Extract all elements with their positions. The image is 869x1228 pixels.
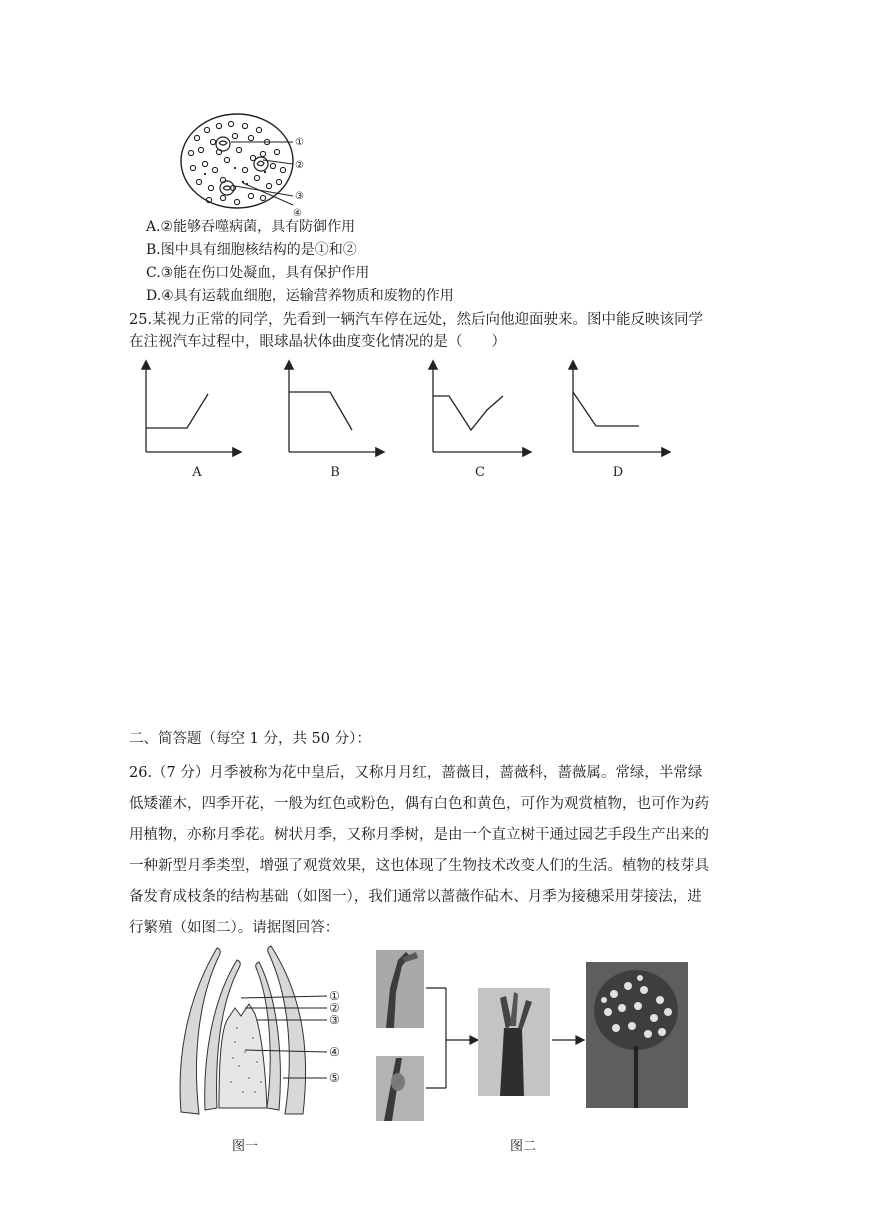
question-26-paragraph — [129, 758, 739, 944]
q26-line-4: 一种新型月季类型，增强了观赏效果，这也体现了生物技术改变人们的生活。植物的枝芽具 — [129, 858, 709, 874]
figure-2-caption: 图二 — [510, 1139, 537, 1154]
bud-label-5: ⑤ — [329, 1071, 340, 1085]
q26-line-2: 低矮灌木，四季开花，一般为红色或粉色，偶有白色和黄色，可作为观赏植物，也可作为药 — [129, 796, 709, 812]
graph-b — [289, 362, 383, 452]
smear-label-1: ① — [295, 137, 304, 148]
option-a: A.②能够吞噬病菌，具有防御作用 — [146, 219, 356, 235]
graph-label-c: C — [475, 465, 485, 480]
rootstock-photo — [376, 950, 424, 1028]
question-25-line1: 25.某视力正常的同学，先看到一辆汽车停在远处，然后向他迎面驶来。图中能反映该同学 — [129, 312, 704, 328]
grafting-figure — [372, 948, 692, 1123]
smear-label-3: ③ — [295, 191, 304, 202]
q26-line-3: 用植物，亦称月季花。树状月季，又称月季树，是由一个直立树干通过园艺手段生产出来的 — [129, 827, 709, 843]
smear-label-2: ② — [295, 160, 304, 171]
grafted-stem-photo — [478, 988, 550, 1096]
section-heading: 二、简答题（每空 1 分，共 50 分）： — [129, 731, 371, 747]
bud-label-2: ② — [329, 1001, 340, 1015]
option-d: D.④具有运载血细胞，运输营养物质和废物的作用 — [146, 288, 454, 304]
option-b: B.图中具有细胞核结构的是①和② — [146, 242, 357, 258]
bud-section-figure — [175, 942, 355, 1122]
q26-line-6: 行繁殖（如图二）。请据图回答： — [129, 920, 340, 936]
lens-curvature-graphs — [135, 356, 695, 486]
bud-label-4: ④ — [329, 1045, 340, 1059]
blood-smear-figure — [175, 108, 325, 220]
graph-label-b: B — [330, 465, 340, 480]
graph-label-d: D — [612, 465, 624, 480]
bud-photo — [376, 1056, 424, 1121]
graph-d — [573, 362, 669, 452]
graph-a — [146, 362, 240, 452]
graph-label-a: A — [192, 465, 202, 480]
option-c: C.③能在伤口处凝血，具有保护作用 — [146, 265, 370, 281]
question-25-line2: 在注视汽车过程中，眼球晶状体曲度变化情况的是（ ） — [129, 334, 506, 350]
q26-line-5: 备发育成枝条的结构基础（如图一），我们通常以蔷薇作砧木、月季为接穗采用芽接法，进 — [129, 889, 702, 905]
white-blood-cells — [216, 137, 268, 195]
smear-label-4: ④ — [293, 208, 302, 219]
bud-label-3: ③ — [329, 1013, 340, 1027]
blood-smear-circle — [181, 114, 293, 208]
bud-outline — [180, 946, 306, 1114]
figure-1-caption: 图一 — [232, 1139, 259, 1154]
bud-label-1: ① — [329, 989, 340, 1003]
q26-line-1: 26.（7 分）月季被称为花中皇后，又称月月红，蔷薇目，蔷薇科，蔷薇属。常绿，半常绿 — [129, 765, 703, 781]
graph-c — [433, 362, 530, 452]
tree-rose-photo — [586, 962, 688, 1108]
